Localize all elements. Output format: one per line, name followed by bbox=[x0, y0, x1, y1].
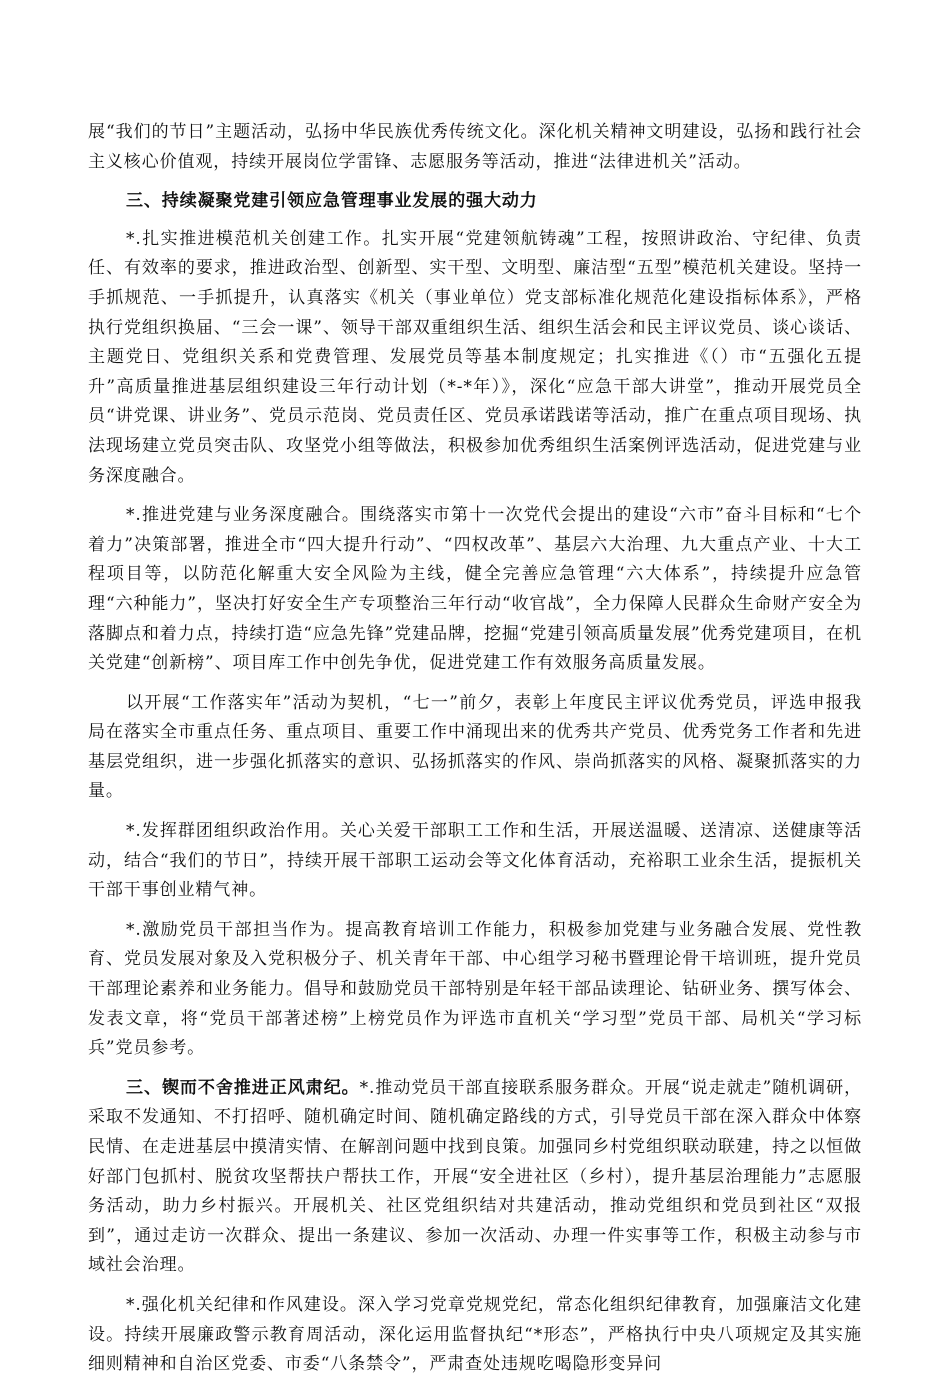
paragraph-mass-organization: *.发挥群团组织政治作用。关心关爱干部职工工作和生活，开展送温暖、送清凉、送健康等活动，结合“我们的节日”，持续开展干部职工运动会等文化体育活动，充裕职工业余生活，提振机关干部干事创业精气神。 bbox=[88, 821, 862, 901]
paragraph-party-business: *.推进党建与业务深度融合。围绕落实市第十一次党代会提出的建设“六市”奋斗目标和“七个着力”决策部署，推进全市“四大提升行动”、“四权改革”、基层六大治理、九大重点产业、十大工程项目等，以防范化解重大安全风险为主线，健全完善应急管理“六大体系”，持续提升应急管理“六种能力”，坚决打好安全生产专项整治三年行动“收官战”，全力保障人民群众生命财产安全为落脚点和着力点，持续打造“应急先锋”党建品牌，挖掘“党建引领高质量发展”优秀党建项目，在机关党建“创新榜”、项目库工作中创先争优，促进党建工作有效服务高质量发展。 bbox=[88, 505, 862, 674]
paragraph-inspire-cadres: *.激励党员干部担当作为。提高教育培训工作能力，积极参加党建与业务融合发展、党性教育、党员发展对象及入党积极分子、机关青年干部、中心组学习秘书暨理论骨干培训班，提升党员干部理论素养和业务能力。倡导和鼓励党员干部特别是年轻干部品读理论、钻研业务、撰写体会、发表文章，将“党员干部著述榜”上榜党员作为评选市直机关“学习型”党员干部、局机关“学习标兵”党员参考。 bbox=[88, 919, 862, 1059]
paragraph-intro: 展“我们的节日”主题活动，弘扬中华民族优秀传统文化。深化机关精神文明建设，弘扬和践行社会主义核心价值观，持续开展岗位学雷锋、志愿服务等活动，推进“法律进机关”活动。 bbox=[88, 122, 862, 172]
paragraph-model-organ: *.扎实推进模范机关创建工作。扎实开展“党建领航铸魂”工程，按照讲政治、守纪律、负责任、有效率的要求，推进政治型、创新型、实干型、文明型、廉洁型“五型”模范机关建设。坚持一手抓规范、一手抓提升，认真落实《机关（事业单位）党支部标准化规范化建设指标体系》，严格执行党组织换届、“三会一课”、领导干部双重组织生活、组织生活会和民主评议党员、谈心谈话、主题党日、党组织关系和党费管理、发展党员等基本制度规定；扎实推进《（）市“五强化五提升”高质量推进基层组织建设三年行动计划（*-*年）》，深化“应急干部大讲堂”，推动开展党员全员“讲党课、讲业务”、党员示范岗、党员责任区、党员承诺践诺等活动，推广在重点项目现场、执法现场建立党员突击队、攻坚党小组等做法，积极参加优秀组织生活案例评选活动，促进党建与业务深度融合。 bbox=[88, 228, 862, 486]
paragraph-work-year: 以开展“工作落实年”活动为契机，“七一”前夕，表彰上年度民主评议优秀党员，评选申报我局在落实全市重点任务、重点项目、重要工作中涌现出来的优秀共产党员、优秀党务工作者和先进基层党组织，进一步强化抓落实的意识、弘扬抓落实的作风、崇尚抓落实的风格、凝聚抓落实的力量。 bbox=[88, 692, 862, 802]
paragraph-organ-discipline: *.强化机关纪律和作风建设。深入学习党章党规党纪，常态化组织纪律教育，加强廉洁文化建设。持续开展廉政警示教育周活动，深化运用监督执纪“*形态”，严格执行中央八项规定及其实施细则精神和自治区党委、市委“八条禁令”，严肃查处违规吃喝隐形变异问 bbox=[88, 1294, 862, 1375]
paragraph-discipline-text: *.推动党员干部直接联系服务群众。开展“说走就走”随机调研，采取不发通知、不打招呼、随机确定时间、随机确定路线的方式，引导党员干部在深入群众中体察民情、在走进基层中摸清实情、在解剖问题中找到良策。加强同乡村党组织联动联建，持之以恒做好部门包抓村、脱贫攻坚帮扶户帮扶工作，开展“安全进社区（乡村），提升基层治理能力”志愿服务活动，助力乡村振兴。开展机关、社区党组织结对共建活动，推动党组织和党员到社区“双报到”，通过走访一次群众、提出一条建议、参加一次活动、办理一件实事等工作，积极主动参与市域社会治理。 bbox=[88, 1077, 862, 1276]
paragraph-discipline bbox=[88, 1074, 862, 1281]
section-heading-discipline: 三、锲而不舍推进正风肃纪。 bbox=[126, 1077, 360, 1098]
section-heading-3: 三、持续凝聚党建引领应急管理事业发展的强大动力 bbox=[126, 191, 538, 212]
